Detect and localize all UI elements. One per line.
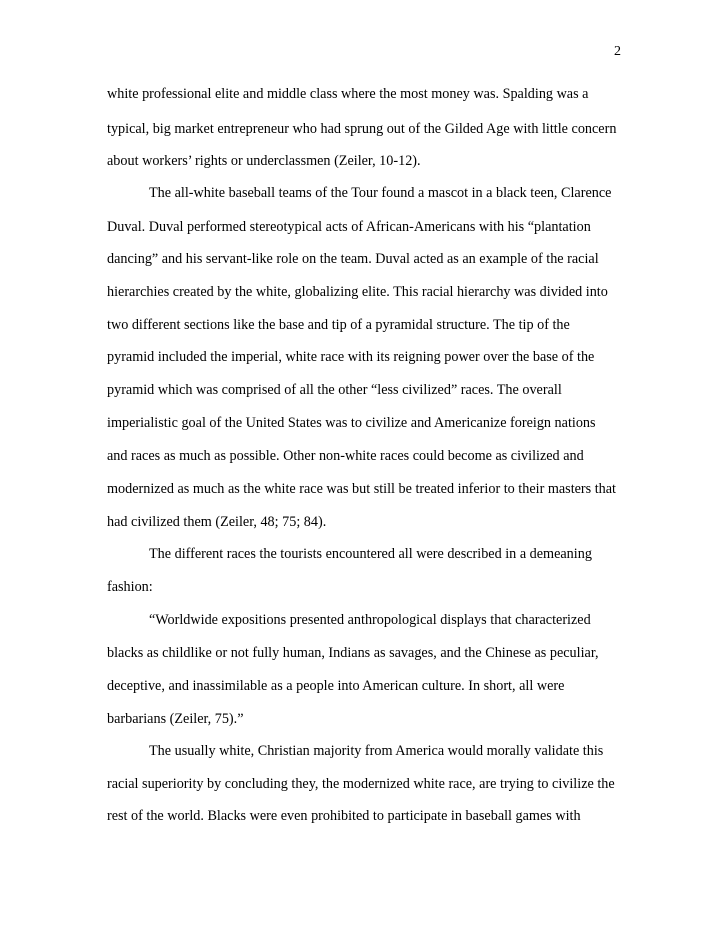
text-line: pyramid included the imperial, white race with its reigning power over the base of the: [107, 349, 595, 365]
text-line: fashion:: [107, 579, 153, 595]
paragraph-first-line: The usually white, Christian majority from America would morally validate this: [149, 743, 604, 759]
text-line: hierarchies created by the white, globalizing elite. This racial hierarchy was divided into: [107, 284, 608, 300]
block-quote-line: blacks as childlike or not fully human, Indians as savages, and the Chinese as peculiar,: [107, 645, 599, 661]
text-line: pyramid which was comprised of all the other “less civilized” races. The overall: [107, 382, 562, 398]
text-line: about workers’ rights or underclassmen (Zeiler, 10-12).: [107, 153, 421, 169]
text-line: white professional elite and middle class where the most money was. Spalding was a: [107, 86, 589, 102]
text-line: imperialistic goal of the United States was to civilize and Americanize foreign nations: [107, 415, 596, 431]
text-line: modernized as much as the white race was but still be treated inferior to their masters that: [107, 481, 616, 497]
paragraph-first-line: The all-white baseball teams of the Tour found a mascot in a black teen, Clarence: [149, 185, 612, 201]
text-line: had civilized them (Zeiler, 48; 75; 84).: [107, 514, 327, 530]
block-quote-first-line: “Worldwide expositions presented anthropological displays that characterized: [149, 612, 591, 628]
text-line: racial superiority by concluding they, the modernized white race, are trying to civilize the: [107, 776, 615, 792]
block-quote-line: deceptive, and inassimilable as a people into American culture. In short, all were: [107, 678, 565, 694]
text-line: two different sections like the base and tip of a pyramidal structure. The tip of the: [107, 317, 570, 333]
block-quote-line: barbarians (Zeiler, 75).”: [107, 711, 244, 727]
page-number: 2: [614, 44, 621, 59]
paragraph-first-line: The different races the tourists encountered all were described in a demeaning: [149, 546, 592, 562]
text-line: and races as much as possible. Other non-white races could become as civilized and: [107, 448, 584, 464]
text-line: rest of the world. Blacks were even prohibited to participate in baseball games with: [107, 808, 581, 824]
text-line: typical, big market entrepreneur who had sprung out of the Gilded Age with little concern: [107, 121, 617, 137]
text-line: Duval. Duval performed stereotypical acts of African-Americans with his “plantation: [107, 219, 591, 235]
text-line: dancing” and his servant-like role on the team. Duval acted as an example of the racial: [107, 251, 599, 267]
